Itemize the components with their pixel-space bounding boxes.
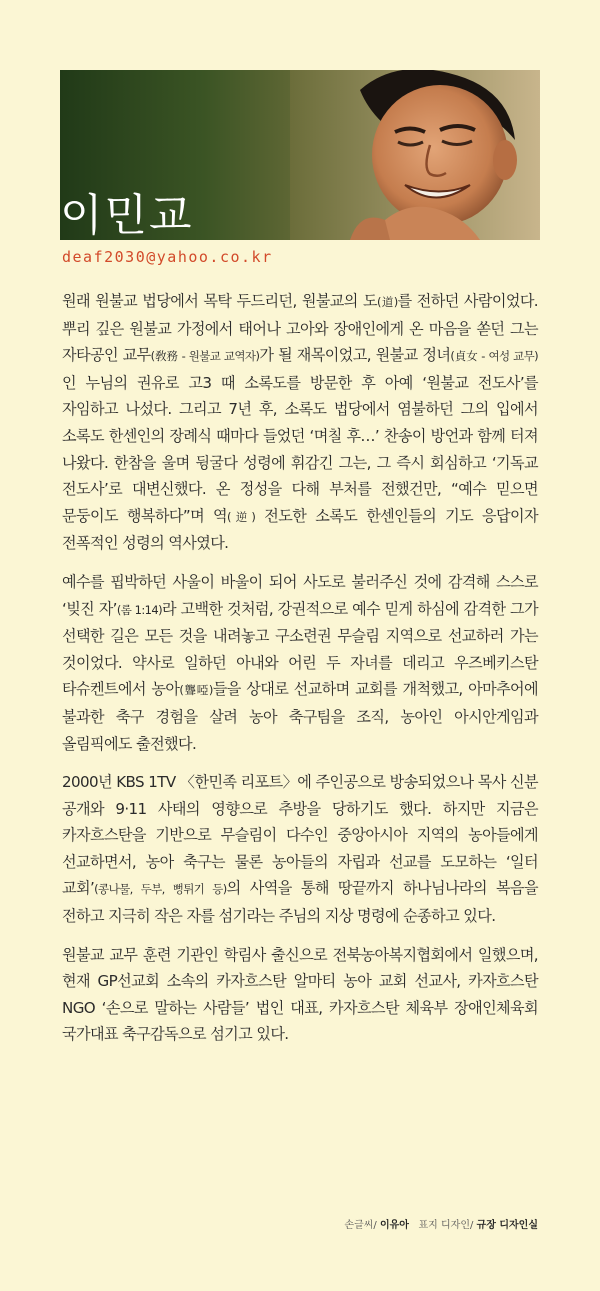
cover-design-name: 규장 디자인실: [476, 1220, 538, 1231]
author-email-link[interactable]: deaf2030@yahoo.co.kr: [62, 248, 273, 266]
calligraphy-label: 손글씨/: [344, 1220, 377, 1231]
bio-paragraph: 원래 원불교 법당에서 목탁 두드리던, 원불교의 도(道)를 전하던 사람이었다. 뿌리 깊은 원불교 가정에서 태어나 고아와 장애인에게 온 마음을 쏟던 그는 자타공인 교무(敎務 - 원불교 교역자)가 될 재목이었고, 원불교 정녀(貞女 - 여성 교무)인 누님의 권유로 고3 때 소록도를 방문한 후 아예 ‘원불교 전도사’를 자임하고 나섰다. 그리고 7년 후, 소록도 법당에서 염불하던 그의 입에서 소록도 한센인의 장례식 때마다 들었던 ‘며칠 후…’ 찬송이 방언과 함께 터져 나왔다. 한참을 울며 뒹굴다 성령에 휘감긴 그는, 그 즉시 회심하고 ‘기독교 전도사’로 대변신했다. 온 정성을 다해 부처를 전했건만, “예수 믿으면 문둥이도 행복하다”며 역(逆) 전도한 소록도 한센인들의 기도 응답이자 전폭적인 성령의 역사였다.: [62, 292, 538, 553]
author-bio: [62, 288, 538, 1060]
bio-paragraph: 예수를 핍박하던 사울이 바울이 되어 사도로 불러주신 것에 감격해 스스로 ‘빚진 자’(롬 1:14)라 고백한 것처럼, 강권적으로 예수 믿게 하심에 감격한 그가 선택한 길은 모든 것을 내려놓고 구소련권 무슬림 지역으로 선교하러 가는 것이었다. 약사로 일하던 아내와 어린 두 자녀를 데리고 우즈베키스탄 타슈켄트에서 농아(聾啞)들을 상대로 선교하며 교회를 개척했고, 아마추어에 불과한 축구 경험을 살려 농아 축구팀을 조직, 농아인 아시안게임과 올림픽에도 출전했다.: [62, 572, 539, 753]
design-credits: [344, 1216, 538, 1231]
calligraphy-name: 이유아: [379, 1220, 409, 1231]
bio-paragraph: 2000년 KBS 1TV 〈한민족 리포트〉에 주인공으로 방송되었으나 목사 신분 공개와 9·11 사태의 영향으로 추방을 당하기도 했다. 하지만 지금은 카자흐스탄을 기반으로 무슬림이 다수인 중앙아시아 지역의 농아들에게 선교하면서, 농아 축구는 물론 농아들의 자립과 선교를 도모하는 ‘일터 교회’(콩나물, 두부, 뻥튀기 등)의 사역을 통해 땅끝까지 하나님나라의 복음을 전하고 지극히 작은 자를 섬기라는 주님의 지상 명령에 순종하고 있다.: [62, 773, 538, 926]
author-name: 이민교: [60, 190, 194, 240]
author-portrait-photo: [290, 70, 540, 240]
bio-paragraph: 원불교 교무 훈련 기관인 학림사 출신으로 전북농아복지협회에서 일했으며, 현재 GP선교회 소속의 카자흐스탄 알마티 농아 교회 선교사, 카자흐스탄 NGO ‘손으로 말하는 사람들’ 법인 대표, 카자흐스탄 체육부 장애인체육회 국가대표 축구감독으로 섬기고 있다.: [62, 945, 538, 1044]
cover-design-label: 표지 디자인/: [418, 1220, 474, 1231]
author-photo-banner: [60, 70, 540, 240]
